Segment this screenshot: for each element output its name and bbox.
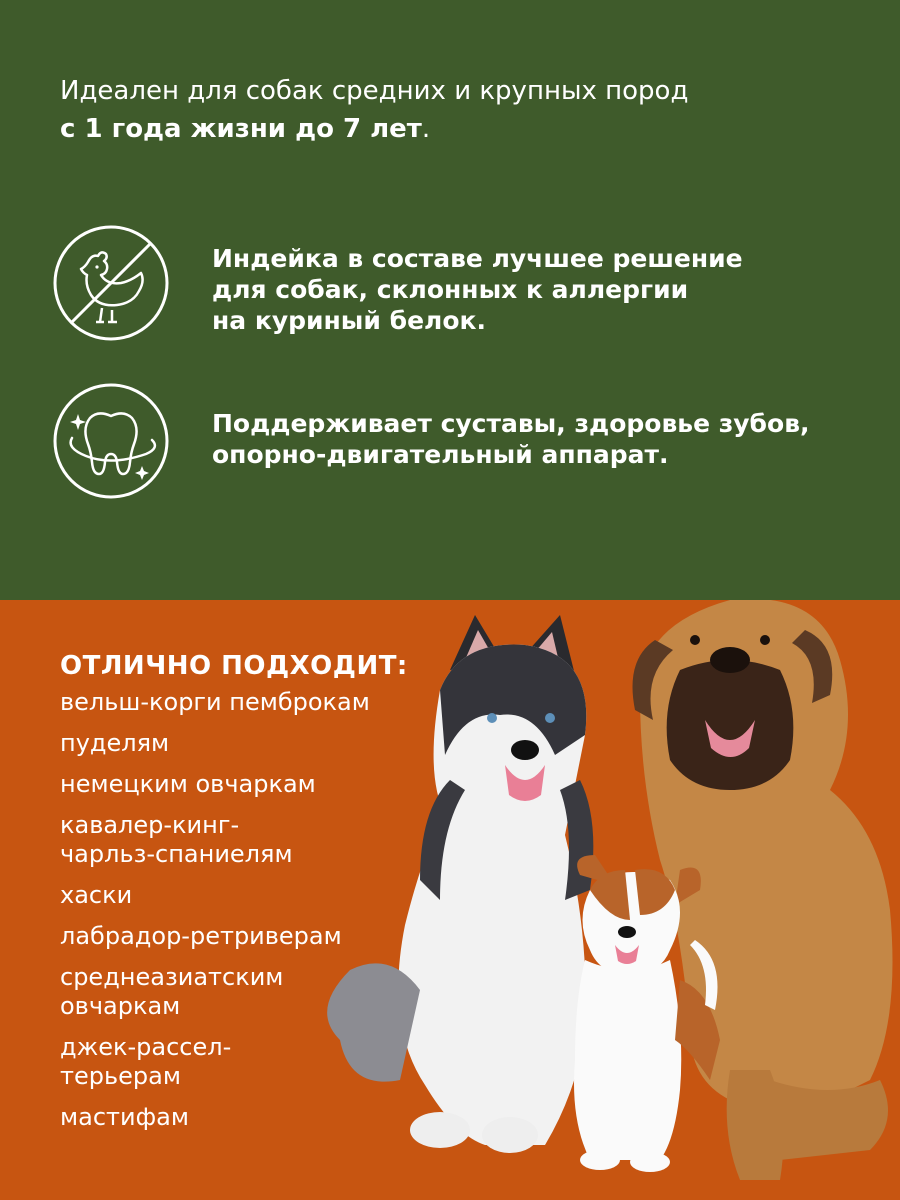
bottom-section [0, 600, 900, 1200]
breed-item: джек-рассел-терьерам [60, 1033, 232, 1090]
feature-line: для собак, склонных к аллергии [212, 275, 689, 304]
breed-item: лабрадор-ретриверам [60, 922, 342, 950]
suitable-breeds-title: ОТЛИЧНО ПОДХОДИТ: [60, 651, 408, 681]
feature-health-text [212, 408, 852, 470]
suitable-breeds [60, 648, 420, 1144]
intro-text [60, 72, 820, 148]
feature-line: на куриный белок. [212, 306, 486, 335]
breeds-list [60, 688, 420, 1132]
breed-item: вельш-корги пемброкам [60, 688, 370, 716]
feature-line: Индейка в составе лучшее решение [212, 244, 743, 273]
tooth-sparkle-icon [50, 380, 172, 502]
intro-period: . [421, 114, 431, 144]
breed-item: среднеазиатским овчаркам [60, 963, 284, 1020]
breed-item: немецким овчаркам [60, 770, 316, 798]
no-chicken-icon [50, 222, 172, 344]
feature-health [50, 380, 870, 510]
intro-highlight: с 1 года жизни до 7 лет [60, 114, 422, 144]
intro-line-2 [60, 110, 820, 148]
breed-item: хаски [60, 881, 133, 909]
feature-allergy [50, 222, 870, 352]
feature-allergy-text [212, 243, 852, 336]
feature-line: Поддерживает суставы, здоровье зубов, [212, 409, 810, 438]
breed-item: пуделям [60, 729, 170, 757]
breed-item: мастифам [60, 1103, 189, 1131]
intro-line-1: Идеален для собак средних и крупных пород [60, 76, 689, 106]
feature-line: опорно-двигательный аппарат. [212, 440, 669, 469]
breed-item: кавалер-кинг-чарльз-спаниелям [60, 811, 293, 868]
